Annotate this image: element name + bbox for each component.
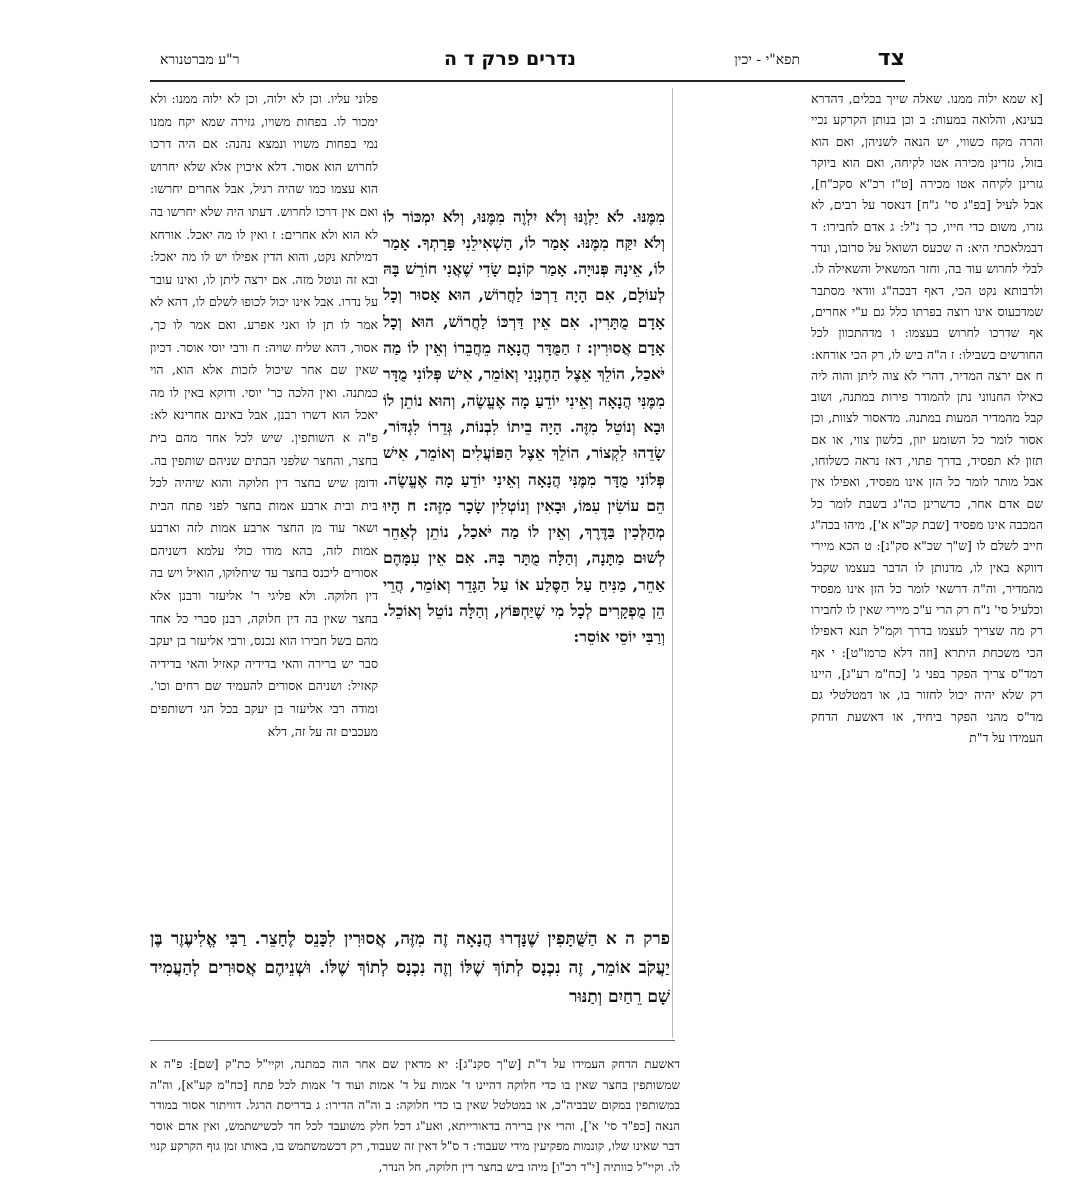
page-number: צד — [877, 46, 905, 71]
mishna-text — [383, 188, 665, 901]
page-title: נדרים פרק ד ה — [443, 48, 577, 70]
column-divider — [672, 88, 673, 1038]
commentary-text: פלוני עליו. וכן לא ילוה, וכן לא ילוה ממנו: ולא ימכור לו. בפחות משויו, גזירה שמא יקח ממנו נמי בפחות משויו ונמצא נהנה: אם היה דרכו לחרוש הוא אסור. דלא איכוין אלא שלא יחרוש הוא עצמו כמו שהיה רגיל, אבל אחרים יחרשו: ואם אין דרכו לחרוש. דעתו היה שלא יחרשו בה לא הוא ולא אחרים: ז ואין לו מה יאכל. אורחא דמילתא נקט, והוא הדין אפילו יש לו מה יאכל: ובא זה ונוטל מזה. אם ירצה ליתן לו, ואינו עובר על נדרו. אבל אינו יכול לכופו לשלם לו, דהא לא אמר לו תן לו ואני אפרע. ואם אמר לו כך, אסור, דהא שליח שויה: ח ורבי יוסי אוסר. דכיון שאין שם אחר שיכול לזכות אלא הוא, הוי כמתנה. ואין הלכה כר' יוסי. ודוקא באין לו מה יאכל הוא דשרו רבנן, אבל באינם אחרינא לא: פ"ה א השותפין. שיש לכל אחד מהם בית בחצר, והחצר שלפני הבתים שניהם שותפין בה. ודומן שיש בחצר דין חלוקה והוא שיהיה לכל בית ובית ארבע אמות בחצר לפני פתח הבית ושאר עוד מן החצר ארבע אמות לזה וארבע אמות לזה, בהא מודו כולי עלמא דשניהם אסורים ליכנס בחצר עד שיחלוקו, הואיל ויש בה דין חלוקה. ולא פליגי ר' אליעזר ורבנן אלא בחצר שאין בה דין חלוקה, רבנן סברי כל אחד מהם בשל חבירו הוא נכנס, ורבי אליעזר בן יעקב סבר יש ברירה והאי בדידיה קאזיל והאי בדידיה קאזיל: ושניהם אסורים להעמיד שם רחים וכו'. ומודה רבי אליעזר בן יעקב בכל הני דשותפים מעכבים זה על זה, דלא — [150, 91, 378, 739]
header-rule — [150, 80, 905, 82]
commentary-tiferet-yisrael — [811, 88, 1043, 1198]
header-commentary-left: ר"ע מברטנורא — [160, 52, 240, 68]
footnote-rule — [150, 1040, 675, 1041]
mishna-paragraph: פרק ה א הַשֻּׁתָּפִין שֶׁנָּדְרוּ הֲנָאָה זֶה מִזֶּה, אֲסוּרִין לִכָּנֵס לֶחָצֵר. רַבִּי אֱלִיעֶזֶר בֶּן יַעֲקֹב אוֹמֵר, זֶה נִכְנָס לְתוֹךְ שֶׁלּוֹ וְזֶה נִכְנָס לְתוֹךְ שֶׁלּוֹ. וּשְׁנֵיהֶם אֲסוּרִים לְהַעֲמִיד שָׁם רֵחַיִם וְתַנּוּר — [150, 929, 670, 1007]
commentary-bartenura — [150, 88, 378, 916]
footnote-text: דאשעת הדחק העמידו על ד"ת [ש"ך סקנ"ג]: יא מדאין שם אחר הוה כמתנה, וקיי"ל כת"ק [שם]: פ"ה א שמשותפין בחצר שאין בו כדי חלוקה דהיינו ד' אמות על ד' אמות ועוד ד' אמות לכל פתח [כח"מ קע"א], וה"ה במשותפין במקום שבביה"כ, או במטלטל שאין בו כדי חלוקה: ב וה"ה הדירו: ג בדריסת הרגל. דוויתור אסור במודר הנאה [כפ"ד סי' א'], והרי אין ברירה בדאורייתא, ואע"ג דכל חלק משועבד לכל חד לכשישתמש, ואין אדם אוסר דבר שאינו שלו, קונמות מפקיעין מידי שעבוד: ד ס"ל דאין זה שעבוד, רק דכשמשתמש בו, באותו זמן גוף הקרקע קנוי לו. וקיי"ל כוותיה [י"ד רכ"ו] מיהו ביש בחצר דין חלוקה, חל הנדר, — [150, 1057, 680, 1174]
footnotes — [150, 1042, 680, 1192]
mishna-chapter-5 — [150, 908, 670, 1036]
header-commentary-right: תפא"י - יכין — [734, 52, 800, 68]
mishna-paragraph: מִמֶּנּוּ. לֹא יַלְוֶנּוּ וְלֹא יִלְוֶה מִמֶּנּוּ, וְלֹא יִמְכּוֹר לוֹ וְלֹא יִקַּח מִמֶּנּוּ. אָמַר לוֹ, הַשְׁאִילֵנִי פָּרָתְךָ. אָמַר לוֹ, אֵינָהּ פְּנוּיָה. אָמַר קוֹנָם שָׂדִי שֶׁאֲנִי חוֹרֵשׁ בָּהּ לְעוֹלָם, אִם הָיָה דַרְכּוֹ לַחֲרוֹשׁ, הוּא אָסוּר וְכָל אָדָם מֻתָּרִין. אִם אֵין דַּרְכּוֹ לַחֲרוֹשׁ, הוּא וְכָל אָדָם אֲסוּרִין: ז הַמֻּדָּר הֲנָאָה מֵחֲבֵרוֹ וְאֵין לוֹ מַה יֹּאכַל, הוֹלֵךְ אֵצֶל הַחֶנְוָנִי וְאוֹמֵר, אִישׁ פְּלוֹנִי מֻדָּר מִמֶּנִּי הֲנָאָה וְאֵינִי יוֹדֵעַ מָה אֶעֱשֶׂה, וְהוּא נוֹתֵן לוֹ וּבָא וְנוֹטֵל מִזֶּה. הָיָה בֵיתוֹ לִבְנוֹת, גְּדֵרוֹ לִגְדּוֹר, שָׂדֵהוּ לִקְצוֹר, הוֹלֵךְ אֵצֶל הַפּוֹעֲלִים וְאוֹמֵר, אִישׁ פְּלוֹנִי מֻדָּר מִמֶּנִּי הֲנָאָה וְאֵינִי יוֹדֵעַ מָה אֶעֱשֶׂה. הֵם עוֹשִׂין עִמּוֹ, וּבָאִין וְנוֹטְלִין שָׂכָר מִזֶּה: ח הָיוּ מְהַלְּכִין בַּדֶּרֶךְ, וְאֵין לוֹ מַה יֹּאכַל, נוֹתֵן לְאַחֵר לְשׁוּם מַתָּנָה, וְהַלָּה מֻתָּר בָּהּ. אִם אֵין עִמָּהֶם אַחֵר, מַנִּיחַ עַל הַסֶּלַע אוֹ עַל הַגָּדֵר וְאוֹמֵר, הֲרֵי הֵן מֻפְקָרִים לְכָל מִי שֶׁיַּחְפּוֹץ, וְהַלָּה נוֹטֵל וְאוֹכֵל. וְרַבִּי יוֹסֵי אוֹסֵר: — [383, 206, 665, 647]
commentary-text: [א שמא ילוה ממנו. שאלה שייך בכלים, דהדרא בעינא, והלואה במעות: ב וכן בנותן הקרקע נכיי והרה מקח כשווי, יש הנאה לשניהן, ואם הוא בזול, גזרינן מכירה אטו לקיחה, ואם הוא ביוקר גזרינן לקיחה אטו מכירה [ט"ז רכ"א סקכ"ח], אבל לעיל [בפ"ג סי' ג"ח] דנאסר על רבים, לא גזרו, משום כדי חייו, כך נ"ל: ג אדם לחבירו: ד דבמלאכתי היא: ה שכעס השואל על סרובו, ונדר לבלי לחרוש עוד בה, וחזר המשאיל והשאילה לו. ולרבותא נקט הכי, דאף דבכה"ג וודאי מסתבר שמדכעוס אינו רוצה בפרתו כלל גם ע"י אחרים, אף שדרכו לחרוש בעצמו: ו מדהתכוון לכל החורשים בשבילו: ז ה"ה ביש לו, רק הכי אורחא: ח אם ירצה המדיר, דהרי לא צוה ליתן והוה ליה כאילו החנווני נתן להמודר פירות במתנה, ושוב קבל מהמדיר המעות במתנה. מדאסור לצוות, וכן אסור לומר כל השומע יזון, בלשון צווי, או אם תזון לא תפסיד, בדרך פתוי, דאז נראה כשלוחו, אבל מותר לומר כל הזן אינו מפסיד, ואפילו אין שם אדם אחר, כדשרינן כה"ג בשבת לומר כל המכבה אינו מפסיד [שבת קכ"א א'], מיהו בכה"ג חייב לשלם לו [ש"ך שכ"א סק"נ]: ט הכא מיירי דווקא באין לו, מדנותן לו הדבר בעצמו שקבל מהמדיר, וה"ה דרשאי לומר כל הזן אינו מפסיד וכלעיל סי' נ"ח רק הרי ע"כ מיירי שאין לו לחבירו רק מה שצריך לעצמו בדרך וקמ"ל תנא דאפילו הכי משכחת היתרא [וזה דלא כרמו"ט]: י אף דמד"ס צריך הפקר בפני ג' [כח"מ רע"ג], היינו רק שלא יהיה יכול לחזור בו, או דמטלטלי גם מד"ס מהני הפקר ביחיד, או דאשעת הדחק העמידו על ד"ת — [811, 91, 1043, 745]
page-header — [150, 46, 905, 80]
